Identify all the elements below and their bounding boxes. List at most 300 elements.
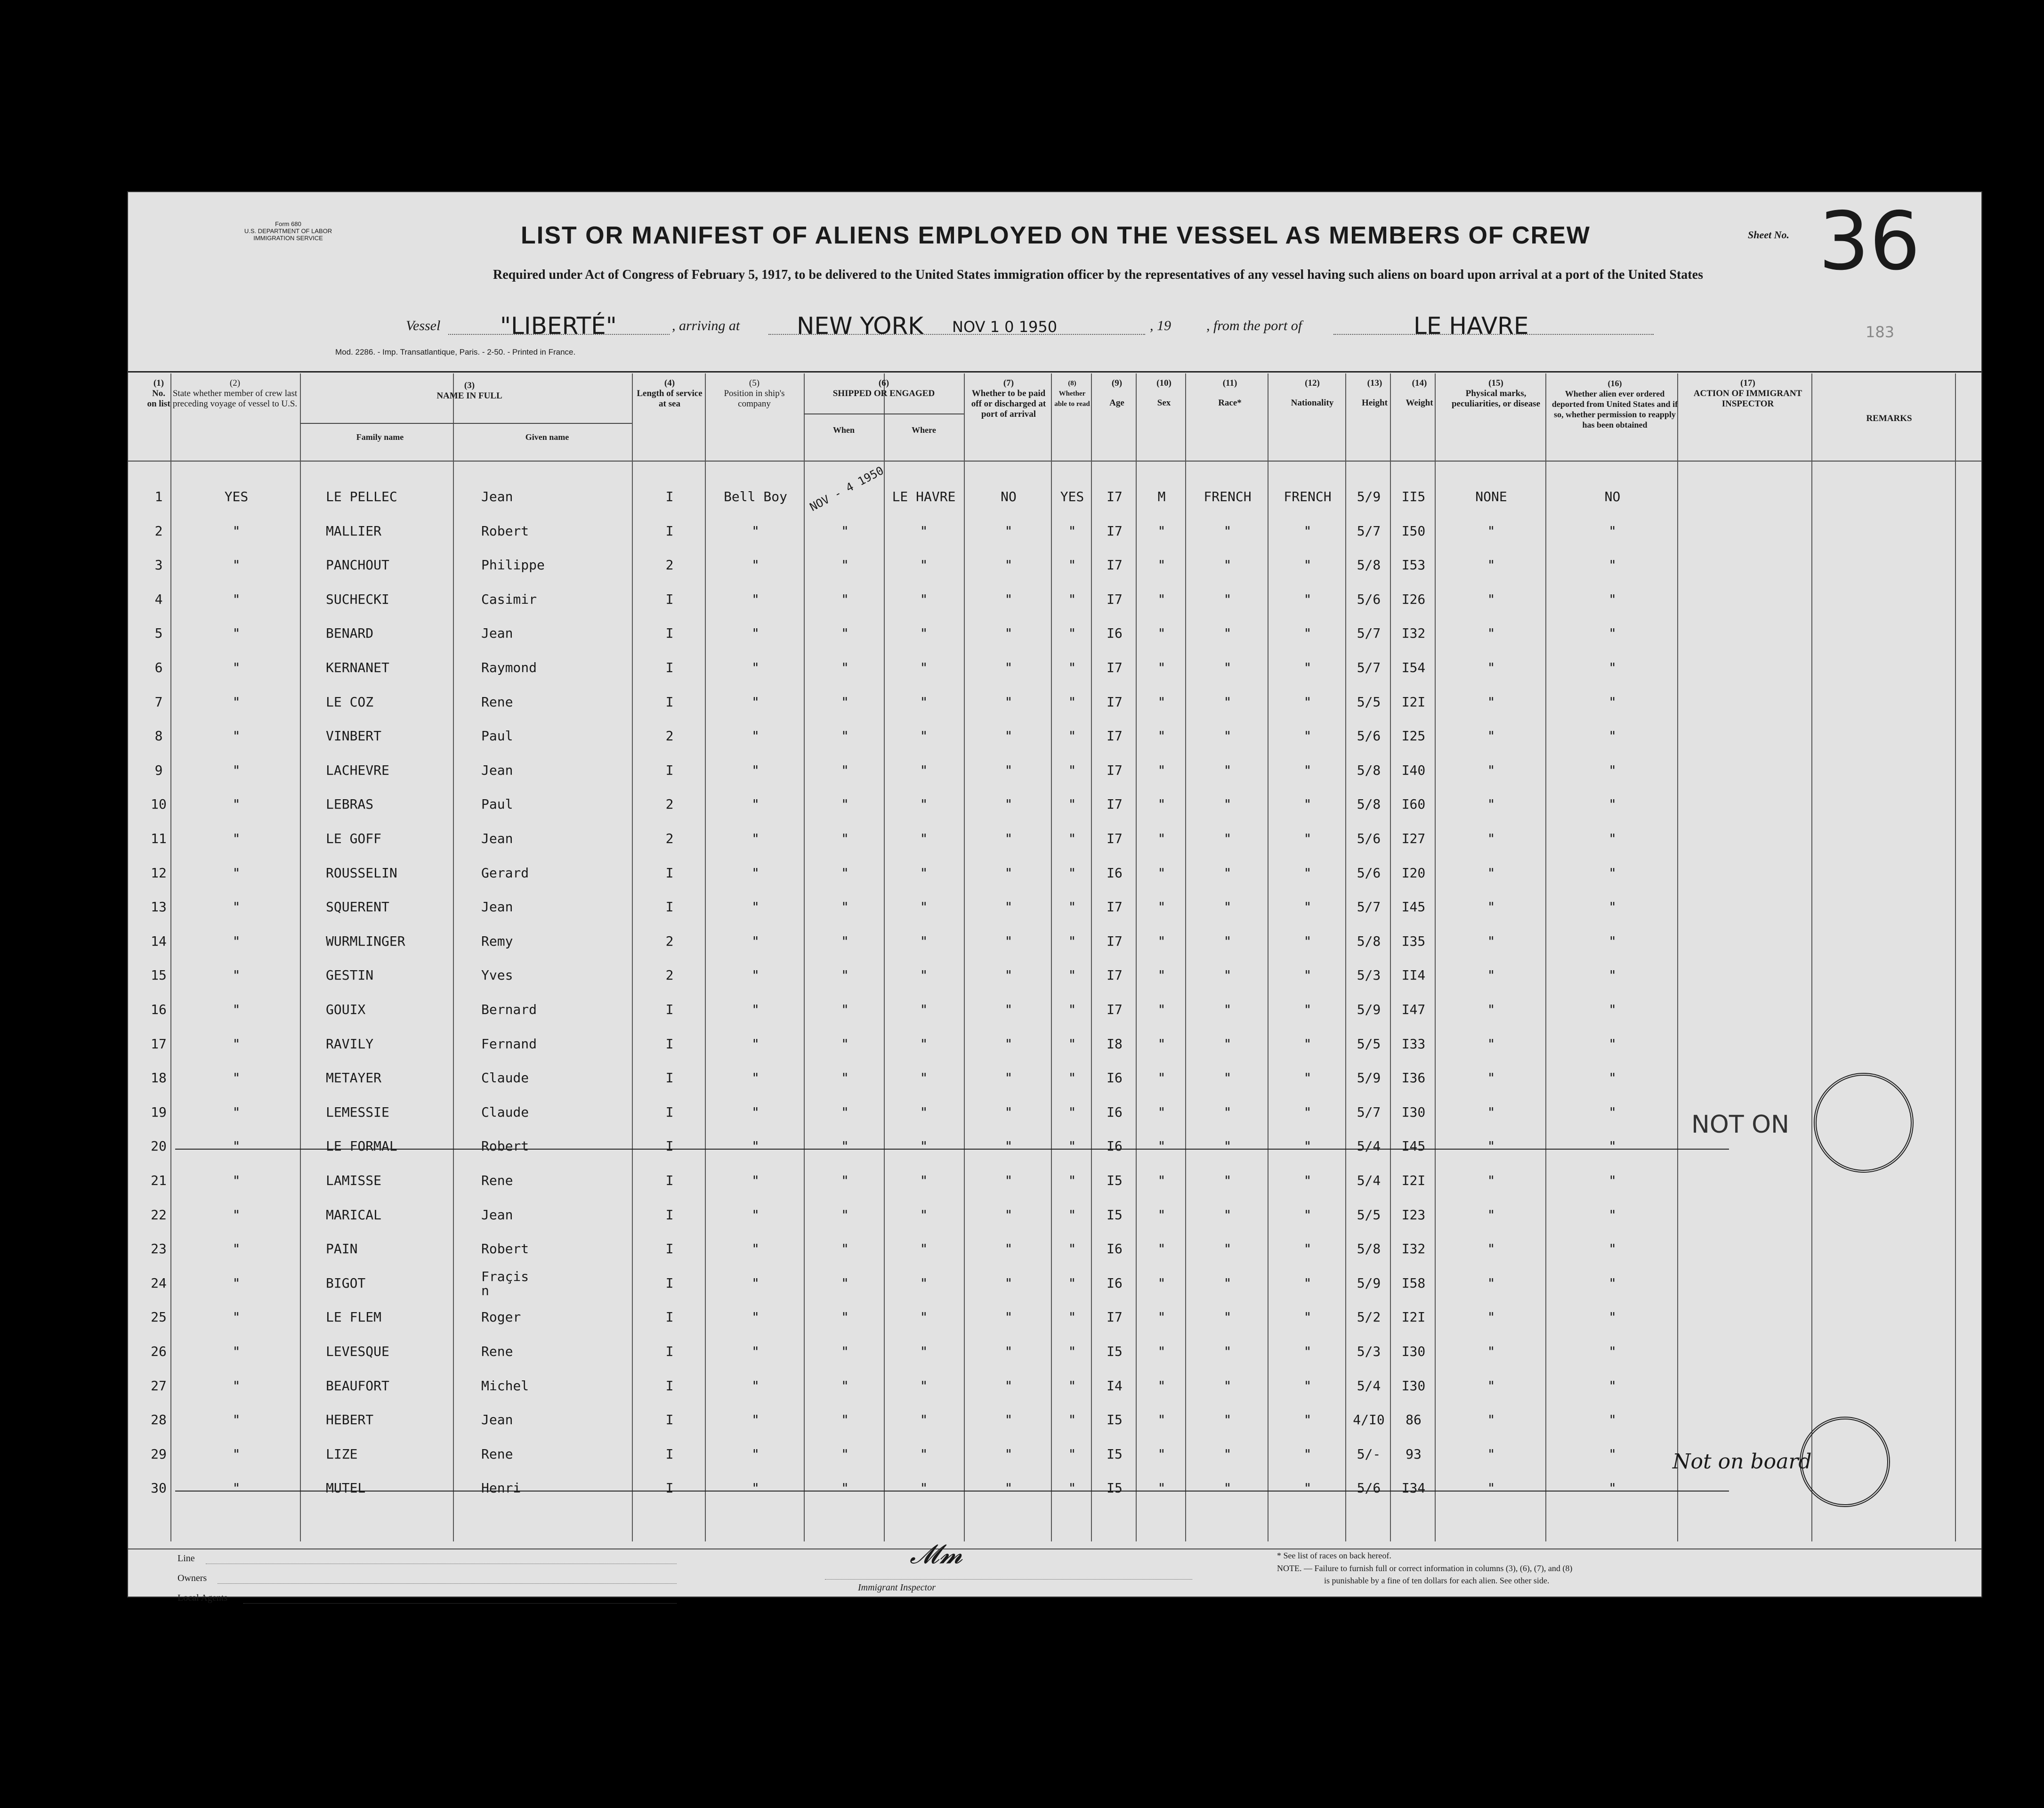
from-label: , from the port of [1206, 318, 1302, 333]
col-header-deported: (16) Whether alien ever ordered deported from United States and if so, whether permission to reapply has been obtained [1551, 379, 1678, 430]
given-name: Paul [481, 796, 513, 812]
able-to-read: YES [1060, 489, 1084, 504]
race: " [1223, 796, 1232, 812]
shipped-where: " [920, 1344, 928, 1359]
sex: " [1157, 1446, 1166, 1462]
shipped-where: " [920, 1275, 928, 1291]
nationality: " [1303, 1412, 1312, 1428]
height: 5/4 [1357, 1138, 1381, 1154]
sex: " [1157, 1275, 1166, 1291]
sex: " [1157, 660, 1166, 675]
deported: " [1608, 967, 1616, 983]
service-length: I [665, 694, 674, 710]
deported: " [1608, 728, 1616, 744]
family-name: METAYER [326, 1070, 382, 1086]
race: " [1223, 865, 1232, 881]
able-to-read: " [1068, 728, 1076, 744]
height: 5/7 [1357, 523, 1381, 539]
age: I7 [1107, 1309, 1123, 1325]
paid-off: " [1004, 1412, 1013, 1428]
shipped-when: " [841, 1173, 849, 1188]
col-header-inspector-action: (17) ACTION OF IMMIGRANT INSPECTOR [1693, 378, 1802, 409]
race: " [1223, 1138, 1232, 1154]
table-row [128, 615, 1981, 649]
physical-marks: " [1487, 728, 1495, 744]
height: 5/5 [1357, 1036, 1381, 1052]
prev-voyage: " [232, 1309, 241, 1325]
nationality: " [1303, 591, 1312, 607]
not-on-board-note: Not on board [1672, 1450, 1812, 1474]
shipped-when: " [841, 557, 849, 573]
given-name: Jean [481, 625, 513, 641]
given-name: Rene [481, 1344, 513, 1359]
deported: " [1608, 796, 1616, 812]
able-to-read: " [1068, 1344, 1076, 1359]
weight: I33 [1401, 1036, 1426, 1052]
race: " [1223, 831, 1232, 846]
weight: I32 [1401, 1241, 1426, 1257]
prev-voyage: " [232, 933, 241, 949]
height: 5/3 [1357, 1344, 1381, 1359]
sex: " [1157, 967, 1166, 983]
table-row [128, 855, 1981, 889]
prev-voyage: " [232, 660, 241, 675]
given-name: Michel [481, 1378, 529, 1394]
given-name: Robert [481, 1241, 529, 1257]
deported: " [1608, 1275, 1616, 1291]
sex: " [1157, 1036, 1166, 1052]
nationality: " [1303, 1446, 1312, 1462]
col-header-sex: (10) Sex [1156, 378, 1171, 408]
able-to-read: " [1068, 1309, 1076, 1325]
shipped-when: " [841, 660, 849, 675]
weight: I54 [1401, 660, 1426, 675]
table-row [128, 1197, 1981, 1231]
vessel-name: "LIBERTÉ" [500, 312, 617, 340]
race: " [1223, 1173, 1232, 1188]
shipped-where: " [920, 660, 928, 675]
given-name: Roger [481, 1309, 521, 1325]
able-to-read: " [1068, 1104, 1076, 1120]
paid-off: " [1004, 1173, 1013, 1188]
height: 5/7 [1357, 625, 1381, 641]
prev-voyage: " [232, 1344, 241, 1359]
prev-voyage: " [232, 1104, 241, 1120]
prev-voyage: " [232, 694, 241, 710]
col-header-physical-marks: (15) Physical marks, peculiarities, or disease [1451, 378, 1541, 409]
sex: " [1157, 523, 1166, 539]
sex: " [1157, 1412, 1166, 1428]
physical-marks: " [1487, 1207, 1495, 1223]
shipped-where: " [920, 625, 928, 641]
shipped-where: " [920, 762, 928, 778]
sex: " [1157, 1480, 1166, 1496]
weight: I30 [1401, 1104, 1426, 1120]
weight: II5 [1401, 489, 1426, 504]
shipped-when: " [841, 1309, 849, 1325]
physical-marks: " [1487, 1036, 1495, 1052]
age: I5 [1107, 1446, 1123, 1462]
date-stamp: NOV 1 0 1950 [952, 318, 1058, 336]
col-header-weight: (14) Weight [1406, 378, 1433, 408]
row-number: 19 [151, 1104, 167, 1120]
table-row [128, 1402, 1981, 1435]
shipped-when: " [841, 1104, 849, 1120]
able-to-read: " [1068, 557, 1076, 573]
col-header-where: Where [912, 425, 936, 435]
name-divider [300, 423, 632, 424]
year-label: , 19 [1150, 318, 1171, 333]
family-name: BIGOT [326, 1275, 366, 1291]
position: " [751, 1412, 759, 1428]
weight: I47 [1401, 1002, 1426, 1017]
weight: I60 [1401, 796, 1426, 812]
prev-voyage: " [232, 1412, 241, 1428]
service-length: 2 [665, 796, 674, 812]
height: 5/7 [1357, 899, 1381, 915]
prev-voyage: " [232, 831, 241, 846]
height: 5/9 [1357, 1070, 1381, 1086]
sex: " [1157, 591, 1166, 607]
header-rule [128, 371, 1981, 373]
height: 5/6 [1357, 728, 1381, 744]
position: " [751, 796, 759, 812]
paid-off: " [1004, 1344, 1013, 1359]
age: I6 [1107, 1104, 1123, 1120]
nationality: " [1303, 660, 1312, 675]
paid-off: " [1004, 728, 1013, 744]
family-name: LEBRAS [326, 796, 374, 812]
prev-voyage: YES [224, 489, 249, 504]
position: " [751, 1002, 759, 1017]
sex: " [1157, 557, 1166, 573]
col-header-name: (3) NAME IN FULL [436, 381, 502, 401]
able-to-read: " [1068, 660, 1076, 675]
age: I5 [1107, 1207, 1123, 1223]
row-number: 21 [151, 1173, 167, 1188]
paid-off: " [1004, 831, 1013, 846]
shipped-when: " [841, 1138, 849, 1154]
given-name: Jean [481, 1412, 513, 1428]
paid-off: " [1004, 1002, 1013, 1017]
nationality: " [1303, 1309, 1312, 1325]
col-header-age: (9) Age [1109, 378, 1124, 408]
paid-off: " [1004, 591, 1013, 607]
deported: " [1608, 1378, 1616, 1394]
given-name: Gerard [481, 865, 529, 881]
race: " [1223, 1480, 1232, 1496]
footer-owners-label: Owners [178, 1573, 207, 1583]
prev-voyage: " [232, 557, 241, 573]
height: 5/8 [1357, 557, 1381, 573]
age: I4 [1107, 1378, 1123, 1394]
physical-marks: " [1487, 591, 1495, 607]
sheet-number: 36 [1818, 195, 1921, 288]
paid-off: " [1004, 523, 1013, 539]
position: " [751, 1309, 759, 1325]
shipped-when: " [841, 762, 849, 778]
service-length: I [665, 899, 674, 915]
service-length: I [665, 1002, 674, 1017]
weight: I45 [1401, 1138, 1426, 1154]
nationality: " [1303, 1002, 1312, 1017]
nationality: " [1303, 1378, 1312, 1394]
prev-voyage: " [232, 1446, 241, 1462]
shipped-where: " [920, 523, 928, 539]
nationality: " [1303, 831, 1312, 846]
sex: " [1157, 1173, 1166, 1188]
shipped-when: " [841, 523, 849, 539]
row-number: 10 [151, 796, 167, 812]
weight: I23 [1401, 1207, 1426, 1223]
given-name: Jean [481, 899, 513, 915]
given-name: Rene [481, 1446, 513, 1462]
able-to-read: " [1068, 1480, 1076, 1496]
height: 5/8 [1357, 796, 1381, 812]
shipped-when: " [841, 1412, 849, 1428]
shipped-when: " [841, 1275, 849, 1291]
given-name: Fernand [481, 1036, 537, 1052]
position: " [751, 933, 759, 949]
deported: " [1608, 694, 1616, 710]
shipped-where: " [920, 1138, 928, 1154]
weight: I2I [1401, 694, 1426, 710]
family-name: SQUERENT [326, 899, 389, 915]
deported: " [1608, 1104, 1616, 1120]
shipped-where: " [920, 1207, 928, 1223]
physical-marks: " [1487, 1344, 1495, 1359]
not-on-stamp: NOT ON [1691, 1111, 1789, 1139]
race: " [1223, 1412, 1232, 1428]
position: " [751, 1275, 759, 1291]
sex: " [1157, 899, 1166, 915]
deported: " [1608, 557, 1616, 573]
service-length: I [665, 865, 674, 881]
service-length: I [665, 1309, 674, 1325]
deported: NO [1604, 489, 1621, 504]
height: 5/6 [1357, 831, 1381, 846]
height: 5/9 [1357, 1002, 1381, 1017]
fine-note-cont: is punishable by a fine of ten dollars for each alien. See other side. [1324, 1576, 1550, 1585]
sex: " [1157, 625, 1166, 641]
shipped-when: " [841, 933, 849, 949]
age: I6 [1107, 1275, 1123, 1291]
shipped-when: " [841, 1378, 849, 1394]
age: I6 [1107, 625, 1123, 641]
age: I7 [1107, 523, 1123, 539]
position: " [751, 1241, 759, 1257]
row-number: 26 [151, 1344, 167, 1359]
paid-off: " [1004, 557, 1013, 573]
service-length: I [665, 1036, 674, 1052]
sex: " [1157, 1309, 1166, 1325]
sex: " [1157, 1344, 1166, 1359]
reference-number: 183 [1866, 323, 1895, 341]
shipped-where: " [920, 1378, 928, 1394]
age: I7 [1107, 899, 1123, 915]
position: " [751, 865, 759, 881]
shipped-when: " [841, 899, 849, 915]
service: IMMIGRATION SERVICE [253, 235, 323, 242]
able-to-read: " [1068, 831, 1076, 846]
table-row [128, 991, 1981, 1025]
sex: " [1157, 796, 1166, 812]
given-name: Bernard [481, 1002, 537, 1017]
row-number: 15 [151, 967, 167, 983]
able-to-read: " [1068, 1002, 1076, 1017]
race: " [1223, 625, 1232, 641]
service-length: 2 [665, 557, 674, 573]
race: " [1223, 1104, 1232, 1120]
given-name: Casimir [481, 591, 537, 607]
shipped-where: " [920, 967, 928, 983]
prev-voyage: " [232, 796, 241, 812]
sex: " [1157, 865, 1166, 881]
nationality: " [1303, 899, 1312, 915]
service-length: I [665, 489, 674, 504]
deported: " [1608, 762, 1616, 778]
row-number: 30 [151, 1480, 167, 1496]
nationality: " [1303, 557, 1312, 573]
able-to-read: " [1068, 1070, 1076, 1086]
deported: " [1608, 591, 1616, 607]
height: 5/4 [1357, 1378, 1381, 1394]
weight: 93 [1406, 1446, 1422, 1462]
col-header-prev-voyage: (2) State whether member of crew last preceding voyage of vessel to U.S. [172, 378, 298, 409]
shipped-where: " [920, 557, 928, 573]
table-row [128, 1368, 1981, 1402]
position: " [751, 967, 759, 983]
family-name: ROUSSELIN [326, 865, 397, 881]
age: I6 [1107, 865, 1123, 881]
weight: I45 [1401, 899, 1426, 915]
able-to-read: " [1068, 762, 1076, 778]
height: 5/7 [1357, 1104, 1381, 1120]
paid-off: " [1004, 899, 1013, 915]
able-to-read: " [1068, 1207, 1076, 1223]
deported: " [1608, 1173, 1616, 1188]
age: I6 [1107, 1070, 1123, 1086]
paid-off: " [1004, 1104, 1013, 1120]
paid-off: " [1004, 865, 1013, 881]
nationality: " [1303, 1173, 1312, 1188]
able-to-read: " [1068, 1412, 1076, 1428]
paid-off: " [1004, 1480, 1013, 1496]
family-name: LE FLEM [326, 1309, 382, 1325]
paid-off: " [1004, 1138, 1013, 1154]
physical-marks: " [1487, 1173, 1495, 1188]
row-number: 17 [151, 1036, 167, 1052]
nationality: " [1303, 523, 1312, 539]
footer-line-label: Line [178, 1553, 195, 1564]
shipped-where: " [920, 1241, 928, 1257]
given-name: Raymond [481, 660, 537, 675]
height: 5/9 [1357, 489, 1381, 504]
weight: I58 [1401, 1275, 1426, 1291]
service-length: I [665, 1412, 674, 1428]
given-name: Jean [481, 762, 513, 778]
position: " [751, 1104, 759, 1120]
physical-marks: " [1487, 762, 1495, 778]
given-name: Jean [481, 831, 513, 846]
table-row [128, 1299, 1981, 1333]
age: I5 [1107, 1344, 1123, 1359]
deported: " [1608, 933, 1616, 949]
height: 5/6 [1357, 591, 1381, 607]
row-number: 14 [151, 933, 167, 949]
sex: " [1157, 1104, 1166, 1120]
family-name: HEBERT [326, 1412, 374, 1428]
physical-marks: " [1487, 1480, 1495, 1496]
service-length: I [665, 1275, 674, 1291]
race: " [1223, 1241, 1232, 1257]
col-header-given-name: Given name [525, 432, 569, 442]
table-row [128, 1060, 1981, 1094]
shipped-where: " [920, 1036, 928, 1052]
weight: I26 [1401, 591, 1426, 607]
sex: " [1157, 1002, 1166, 1017]
age: I7 [1107, 694, 1123, 710]
race: " [1223, 1207, 1232, 1223]
col-header-when: When [832, 425, 855, 435]
col-header-remarks: REMARKS [1866, 413, 1912, 423]
race-note: * See list of races on back hereof. [1277, 1551, 1391, 1560]
weight: I27 [1401, 831, 1426, 846]
race: " [1223, 694, 1232, 710]
department: U.S. DEPARTMENT OF LABOR [244, 227, 332, 235]
shipped-where: " [920, 796, 928, 812]
given-name: Jean [481, 1207, 513, 1223]
family-name: LIZE [326, 1446, 358, 1462]
footer-owners-rule [218, 1583, 677, 1584]
physical-marks: " [1487, 967, 1495, 983]
deported: " [1608, 1309, 1616, 1325]
prev-voyage: " [232, 1070, 241, 1086]
prev-voyage: " [232, 728, 241, 744]
family-name: MALLIER [326, 523, 382, 539]
given-name: Rene [481, 1173, 513, 1188]
shipped-when: " [841, 796, 849, 812]
family-name: BENARD [326, 625, 374, 641]
nationality: " [1303, 1138, 1312, 1154]
weight: I20 [1401, 865, 1426, 881]
position: Bell Boy [724, 489, 787, 504]
from-port: LE HAVRE [1414, 312, 1529, 340]
shipped-when: " [841, 1446, 849, 1462]
weight: I40 [1401, 762, 1426, 778]
shipped-where: LE HAVRE [892, 489, 956, 504]
able-to-read: " [1068, 1446, 1076, 1462]
service-length: I [665, 523, 674, 539]
given-name: Philippe [481, 557, 545, 573]
print-note: Mod. 2286. - Imp. Transatlantique, Paris. - 2-50. - Printed in France. [335, 348, 576, 357]
weight: I25 [1401, 728, 1426, 744]
deported: " [1608, 1412, 1616, 1428]
nationality: " [1303, 762, 1312, 778]
prev-voyage: " [232, 1138, 241, 1154]
row-number: 22 [151, 1207, 167, 1223]
nationality: " [1303, 1207, 1312, 1223]
weight: 86 [1406, 1412, 1422, 1428]
physical-marks: " [1487, 1138, 1495, 1154]
deported: " [1608, 1446, 1616, 1462]
service-length: I [665, 1207, 674, 1223]
height: 5/7 [1357, 660, 1381, 675]
shipped-where: " [920, 1002, 928, 1017]
col-header-read: (8) Whether able to read [1054, 380, 1090, 408]
page-title: LIST OR MANIFEST OF ALIENS EMPLOYED ON THE VESSEL AS MEMBERS OF CREW [521, 222, 1591, 249]
table-row [128, 581, 1981, 615]
